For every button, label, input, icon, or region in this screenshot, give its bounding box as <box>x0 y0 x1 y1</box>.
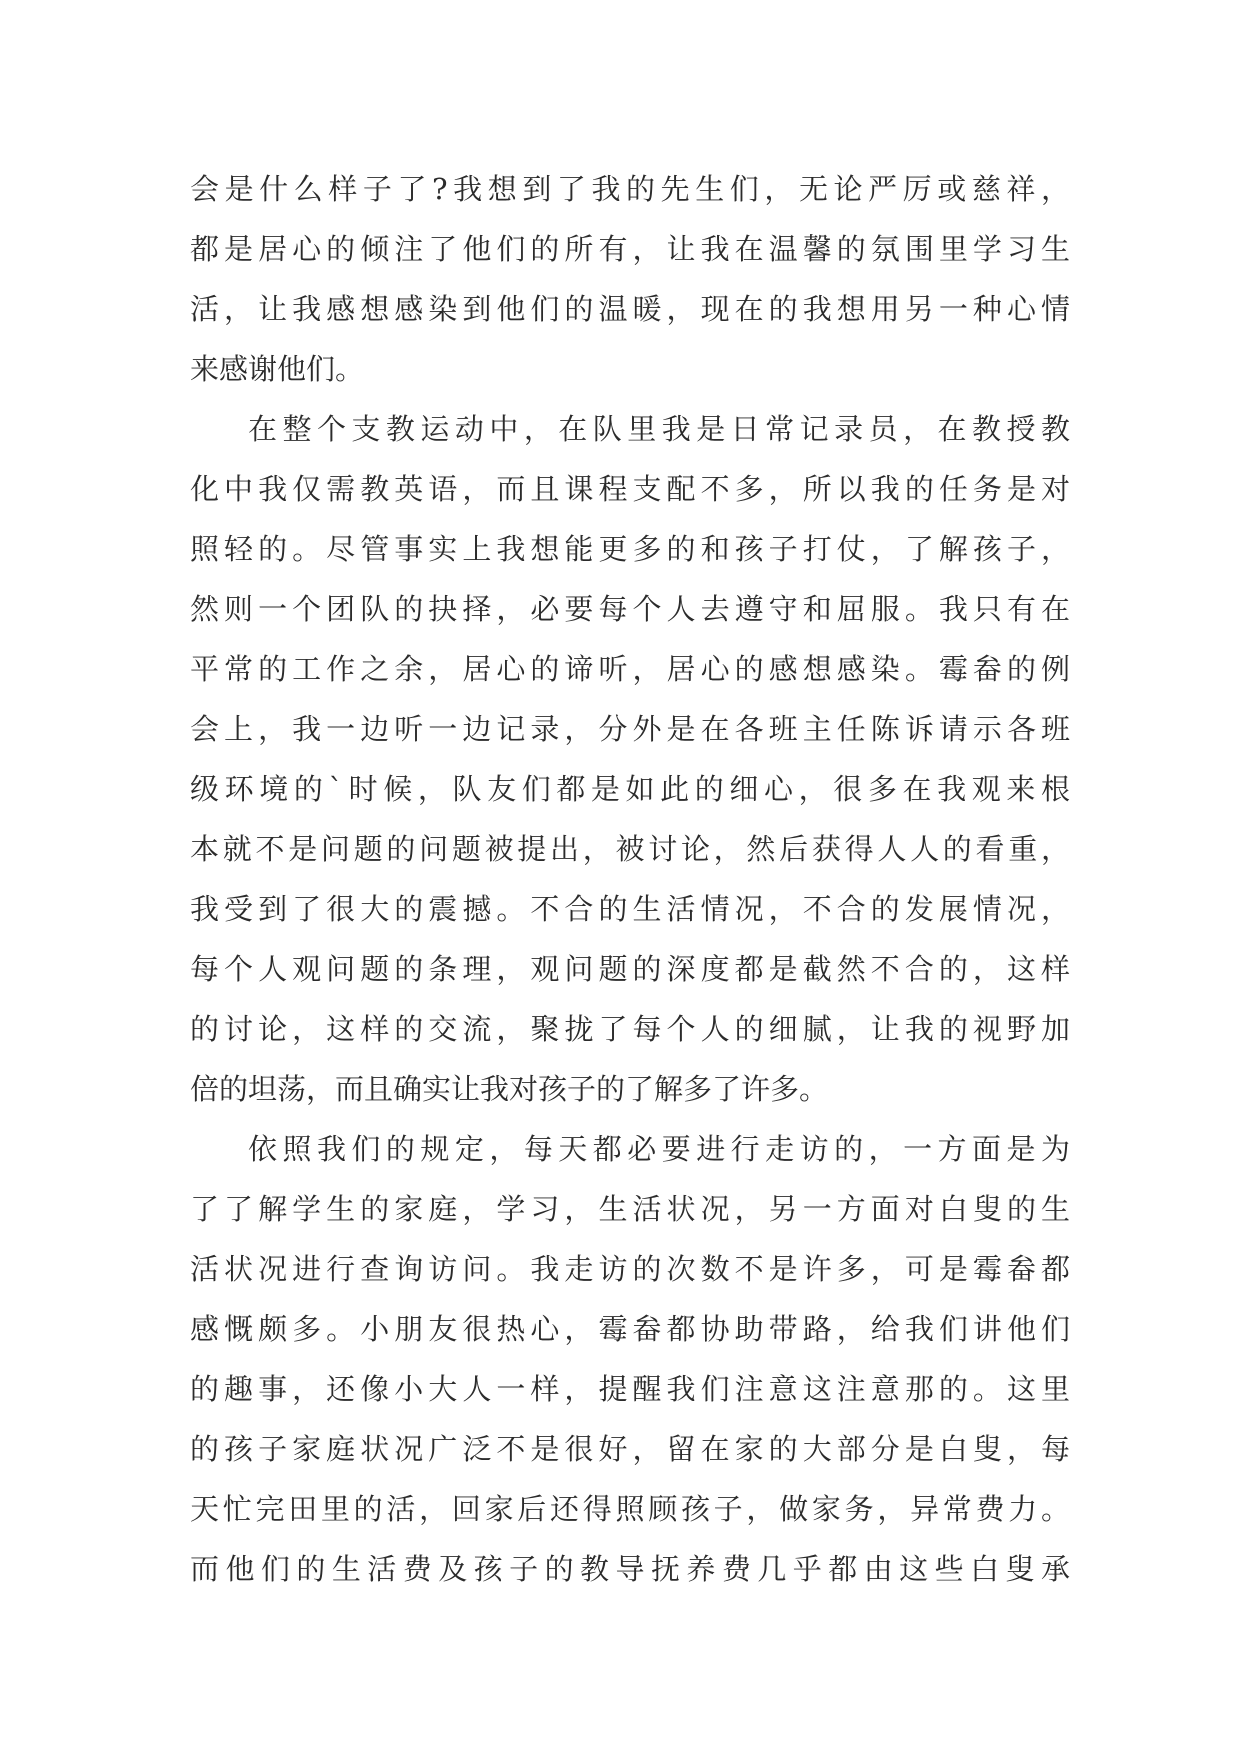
text-line: 来感谢他们。 <box>190 352 365 386</box>
text-line: 平常的工作之余，居心的谛听，居心的感想感染。霉畚的例 <box>190 652 1070 686</box>
text-line: 的讨论，这样的交流，聚拢了每个人的细腻，让我的视野加 <box>190 1012 1070 1046</box>
text-line: 化中我仅需教英语，而且课程支配不多，所以我的任务是对 <box>190 472 1070 506</box>
text-line: 级环境的`时候，队友们都是如此的细心，很多在我观来根 <box>190 772 1070 806</box>
text-line: 照轻的。尽管事实上我想能更多的和孩子打仗，了解孩子， <box>190 532 1070 566</box>
text-line: 会上，我一边听一边记录，分外是在各班主任陈诉请示各班 <box>190 712 1070 746</box>
text-line: 都是居心的倾注了他们的所有，让我在温馨的氛围里学习生 <box>190 232 1070 266</box>
paragraph-first-line: 依照我们的规定，每天都必要进行走访的，一方面是为 <box>248 1132 1070 1166</box>
text-line: 然则一个团队的抉择，必要每个人去遵守和屈服。我只有在 <box>190 592 1070 626</box>
paragraph-first-line: 在整个支教运动中，在队里我是日常记录员，在教授教 <box>248 412 1070 446</box>
text-line: 了了解学生的家庭，学习，生活状况，另一方面对白叟的生 <box>190 1192 1070 1226</box>
text-line: 的趣事，还像小大人一样，提醒我们注意这注意那的。这里 <box>190 1372 1070 1406</box>
text-line: 天忙完田里的活，回家后还得照顾孩子，做家务，异常费力。 <box>190 1492 1070 1526</box>
text-line: 感慨颇多。小朋友很热心，霉畚都协助带路，给我们讲他们 <box>190 1312 1070 1346</box>
body-text <box>190 159 1070 1599</box>
text-line: 活状况进行查询访问。我走访的次数不是许多，可是霉畚都 <box>190 1252 1070 1286</box>
text-line: 每个人观问题的条理，观问题的深度都是截然不合的，这样 <box>190 952 1070 986</box>
text-line: 我受到了很大的震撼。不合的生活情况，不合的发展情况， <box>190 892 1070 926</box>
text-line: 倍的坦荡，而且确实让我对孩子的了解多了许多。 <box>190 1072 829 1106</box>
text-line: 的孩子家庭状况广泛不是很好，留在家的大部分是白叟，每 <box>190 1432 1070 1466</box>
text-line: 会是什么样子了?我想到了我的先生们，无论严厉或慈祥， <box>190 172 1070 206</box>
text-line: 本就不是问题的问题被提出，被讨论，然后获得人人的看重， <box>190 832 1070 866</box>
text-line: 而他们的生活费及孩子的教导抚养费几乎都由这些白叟承 <box>190 1552 1070 1586</box>
text-line: 活，让我感想感染到他们的温暖，现在的我想用另一种心情 <box>190 292 1070 326</box>
